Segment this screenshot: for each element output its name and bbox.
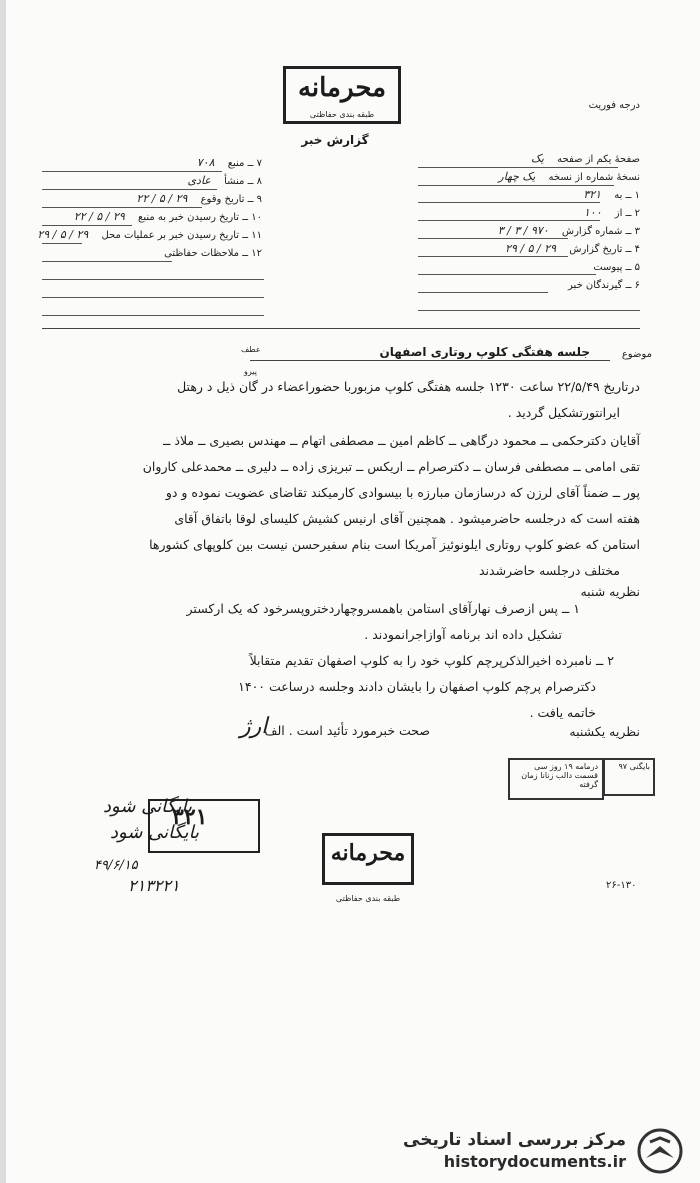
form-value: یک [531,152,544,165]
atf-label: عطف [241,345,261,354]
classification-stamp [283,66,401,124]
form-right-row [498,224,640,237]
form-label: ۷ ــ منبع [227,158,262,169]
subject-label: موضوع [621,349,652,360]
body-line: هفته است که درجلسه حاضرمیشود . همچنین آقای ارنیس کشیش کلیسای لوقا باتفاق آقای [174,511,640,526]
form-right-row [531,152,640,165]
form-value: ۲۹ / ۵ / ۲۹ [505,242,557,255]
classification-stamp-subtitle: طبقه بندی حفاظتی [309,110,375,119]
classification-stamp-title: محرمانه [297,73,387,103]
section-divider [42,328,640,329]
form-left-row [74,210,262,223]
form-label: ۱۲ ــ ملاحظات حفاظتی [164,248,262,259]
form-value: عادی [187,174,211,187]
receipt-stamp-text: درمامه ۱۹ روز سی قسمت دالب زنانا زمان گرفته [521,762,598,789]
form-label: صفحهٔ یکم از صفحه [557,154,640,165]
form-value: ۲۹ / ۵ / ۲۲ [73,210,125,223]
body-line: درتاریخ ۲۲/۵/۴۹ ساعت ۱۲۳۰ جلسه هفتگی کلوپ مزبوربا حضوراعضاء در گان ذیل د رهتل [177,379,640,394]
form-label: ۱۱ ــ تاریخ رسیدن خبر بر عملیات محل [101,230,262,241]
form-label: ۲ ــ از [614,208,640,219]
form-value: یک چهار [498,170,536,183]
form-value: ۲۹ / ۵ / ۲۲ [136,192,188,205]
archive-code: ۲۱۳۲۲۱ [128,876,180,895]
form-label: ۶ ــ گیرندگان خبر [568,280,640,291]
archive-date: ۴۹/۶/۱۵ [94,858,138,873]
form-right-row [505,242,640,255]
form-left-row [37,228,262,241]
receipt-stamp [508,758,604,800]
form-right-row [583,188,640,201]
form-label: ۱۰ ــ تاریخ رسیدن خبر به منبع [138,212,262,223]
body-line: دکترصرام پرچم کلوپ اصفهان را بایشان دادند وجلسه درساعت ۱۴۰۰ [238,679,596,694]
page-code: ۲۶-۱۳۰ [606,880,637,891]
bottom-classification-stamp [322,833,414,903]
archive-number: ۳۲۱ [172,804,208,830]
body-line: مختلف درجلسه حاضرشدند [478,563,620,578]
form-value: ۱۰۰ [583,206,602,219]
body-paragraph-1 [50,374,640,426]
body-line: تشکیل داده اند برنامه آوازاجرانمودند . [364,627,562,642]
form-left-row [197,156,262,169]
subject-underline [250,360,610,361]
archive-small-stamp [603,758,655,796]
body-line: ایرانتورتشکیل گردید . [507,405,620,420]
archive-note: بایگانی شود [103,796,193,817]
form-right-row [583,260,640,273]
signature: ارژ [240,714,268,739]
scan-edge [0,0,6,1183]
form-label: ۵ ــ پیوست [593,262,640,273]
body-item-2 [74,648,614,726]
form-left-row [187,174,262,187]
form-label: ۸ ــ منشأ [224,176,262,187]
form-label: نسخهٔ شماره از نسخه [548,172,640,183]
body-line: خاتمه یافت . [529,705,596,720]
form-label: ۹ ــ تاریخ وقوع [200,194,262,205]
body-paragraph-2 [50,428,640,584]
form-label: ۳ ــ شماره گزارش [561,226,640,237]
peyro-label: پیرو [244,367,257,376]
bottom-stamp-subtitle: طبقه بندی حفاظتی [335,894,401,903]
watermark-title: مرکز بررسی اسناد تاریخی [403,1130,626,1150]
body-line: پور ــ ضمناً آقای لرزن که درسازمان مبارزه با بیسوادی کارمیکند تقاضای عضویت نموده و دو [165,485,640,500]
form-value: ۲۹ / ۵ / ۲۹ [37,228,89,241]
form-label: ۱ ــ به [614,190,640,201]
opinion-label: نظریه شنبه [580,584,640,599]
form-label: ۴ ــ تاریخ گزارش [569,244,640,255]
form-left-row [136,192,262,205]
form-left-row [154,246,262,259]
form-right-row [584,206,640,219]
confirmation-text: صحت خبرمورد تأئید است . الف [264,723,430,738]
form-right-row [498,170,640,183]
body-line: ۱ ــ پس ازصرف نهارآقای استامن باهمسروچهاردختروپسرخود که یک ارکستر [186,601,580,616]
bottom-stamp-title: محرمانه [330,840,406,866]
body-line: تقی امامی ــ مصطفی فرسان ــ دکترصرام ــ اریکس ــ تبریزی زاده ــ دلیری ــ محمدعلی کاروان [142,459,640,474]
body-line: ۲ ــ نامبرده اخیرالذکرپرچم کلوپ خود را به کلوپ اصفهان تقدیم متقابلاً [249,653,614,668]
form-value: ۹۷۰ / ۳ / ۳ [497,224,549,237]
body-line: آقایان دکترحکمی ــ محمود درگاهی ــ کاظم امین ــ مصطفی اتهام ــ مهندس بصیری ــ ملاذ ــ [163,433,640,448]
body-line: استامن که عضو کلوپ روتاری ایلونوئیز آمریکا است بنام سفیرحسن نیست بین کلوپهای کشورها [149,537,640,552]
form-right-row [558,278,640,291]
archive-small-stamp-text: بایگنی ۹۷ [618,762,650,771]
opinion2-label: نظریه یکشنبه [569,724,640,739]
priority-label: درجه فوریت [588,100,640,111]
report-title: گزارش خبر [301,133,369,147]
subject-text: جلسه هفتگی کلوپ روتاری اصفهان [379,345,590,359]
form-value: ۷۰۸ [196,156,215,169]
body-item-1 [80,596,580,648]
watermark-url: historydocuments.ir [443,1152,626,1171]
book-logo-icon [636,1128,684,1174]
form-value: ۳۲۱ [583,188,602,201]
archive-note-stamped: بایگانی شود [110,822,200,843]
